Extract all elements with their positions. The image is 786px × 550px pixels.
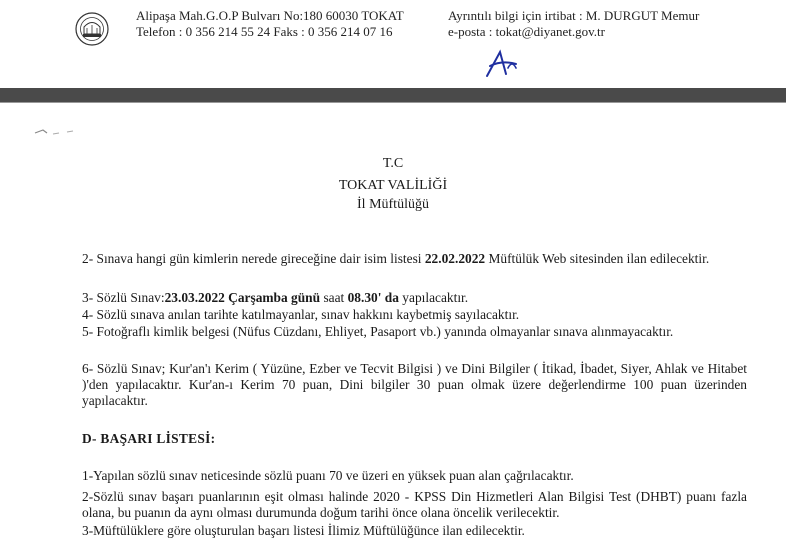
section-d-heading: D- BAŞARI LİSTESİ: <box>82 431 216 446</box>
item-2 <box>82 251 747 267</box>
item-3-date: 23.03.2022 Çarşamba günü <box>164 290 321 305</box>
email-line: e-posta : tokat@diyanet.gov.tr <box>448 24 605 39</box>
item-5: 5- Fotoğraflı kimlik belgesi (Nüfus Cüzdanı, Ehliyet, Pasaport vb.) yanında olmayanlar sınava alınmayacaktır. <box>82 324 674 339</box>
item-3-text-end: yapılacaktır. <box>398 290 469 305</box>
title-mufti-office: İl Müftülüğü <box>357 197 429 212</box>
item-6: 6- Sözlü Sınav; Kur'an'ı Kerim ( Yüzüne, Ezber ve Tecvit Bilgisi ) ve Dini Bilgiler ( İtikad, İbadet, Siyer, Ahlak ve Hitabet )'den yapılacaktır. Kur'an-ı Kerim 70 puan, Dini bilgiler 30 puan olmak üzere değerlendirme 100 puan üzerinden yapılacaktır. <box>82 361 747 408</box>
contact-line: Ayrıntılı bilgi için irtibat : M. DURGUT Memur <box>448 8 700 23</box>
section-d-item-1: 1-Yapılan sözlü sınav neticesinde sözlü puanı 70 ve üzeri en yüksek puan alan çağrılacaktır. <box>82 468 574 483</box>
item-4: 4- Sözlü sınava anılan tarihte katılmayanlar, sınav hakkını kaybetmiş sayılacaktır. <box>82 307 520 322</box>
section-d-item-2: 2-Sözlü sınav başarı puanlarının eşit olması halinde 2020 - KPSS Din Hizmetleri Alan Bilgisi Test (DHBT) puanı fazla olana, bu puanın da aynı olması durumunda doğum tarihi önce olana öncelik verilecektir. <box>82 489 747 520</box>
handwritten-initial-icon <box>482 46 522 80</box>
item-2-date: 22.02.2022 <box>424 251 486 266</box>
item-3-time: 08.30' da <box>347 290 399 305</box>
item-3 <box>82 290 747 306</box>
title-governorship: TOKAT VALİLİĞİ <box>338 178 448 193</box>
section-d-item-3: 3-Müftülüklere göre oluşturulan başarı listesi İlimiz Müftülüğünce ilan edilecektir. <box>82 523 525 538</box>
header-divider-bar <box>0 88 786 102</box>
address-line: Alipaşa Mah.G.O.P Bulvarı No:180 60030 TOKAT <box>136 8 404 23</box>
item-3-text-mid: saat <box>320 290 348 305</box>
diyanet-seal-icon <box>75 12 109 46</box>
phone-line: Telefon : 0 356 214 55 24 Faks : 0 356 214 07 16 <box>136 24 393 39</box>
item-2-text-end: Müftülük Web sitesinden ilan edilecektir. <box>485 251 710 266</box>
header-divider-line <box>0 102 786 103</box>
title-tc: T.C <box>382 156 404 171</box>
item-2-text: 2- Sınava hangi gün kimlerin nerede gireceğine dair isim listesi <box>82 251 425 266</box>
item-3-text: 3- Sözlü Sınav: <box>82 290 165 305</box>
scan-mark-icon <box>33 124 77 136</box>
